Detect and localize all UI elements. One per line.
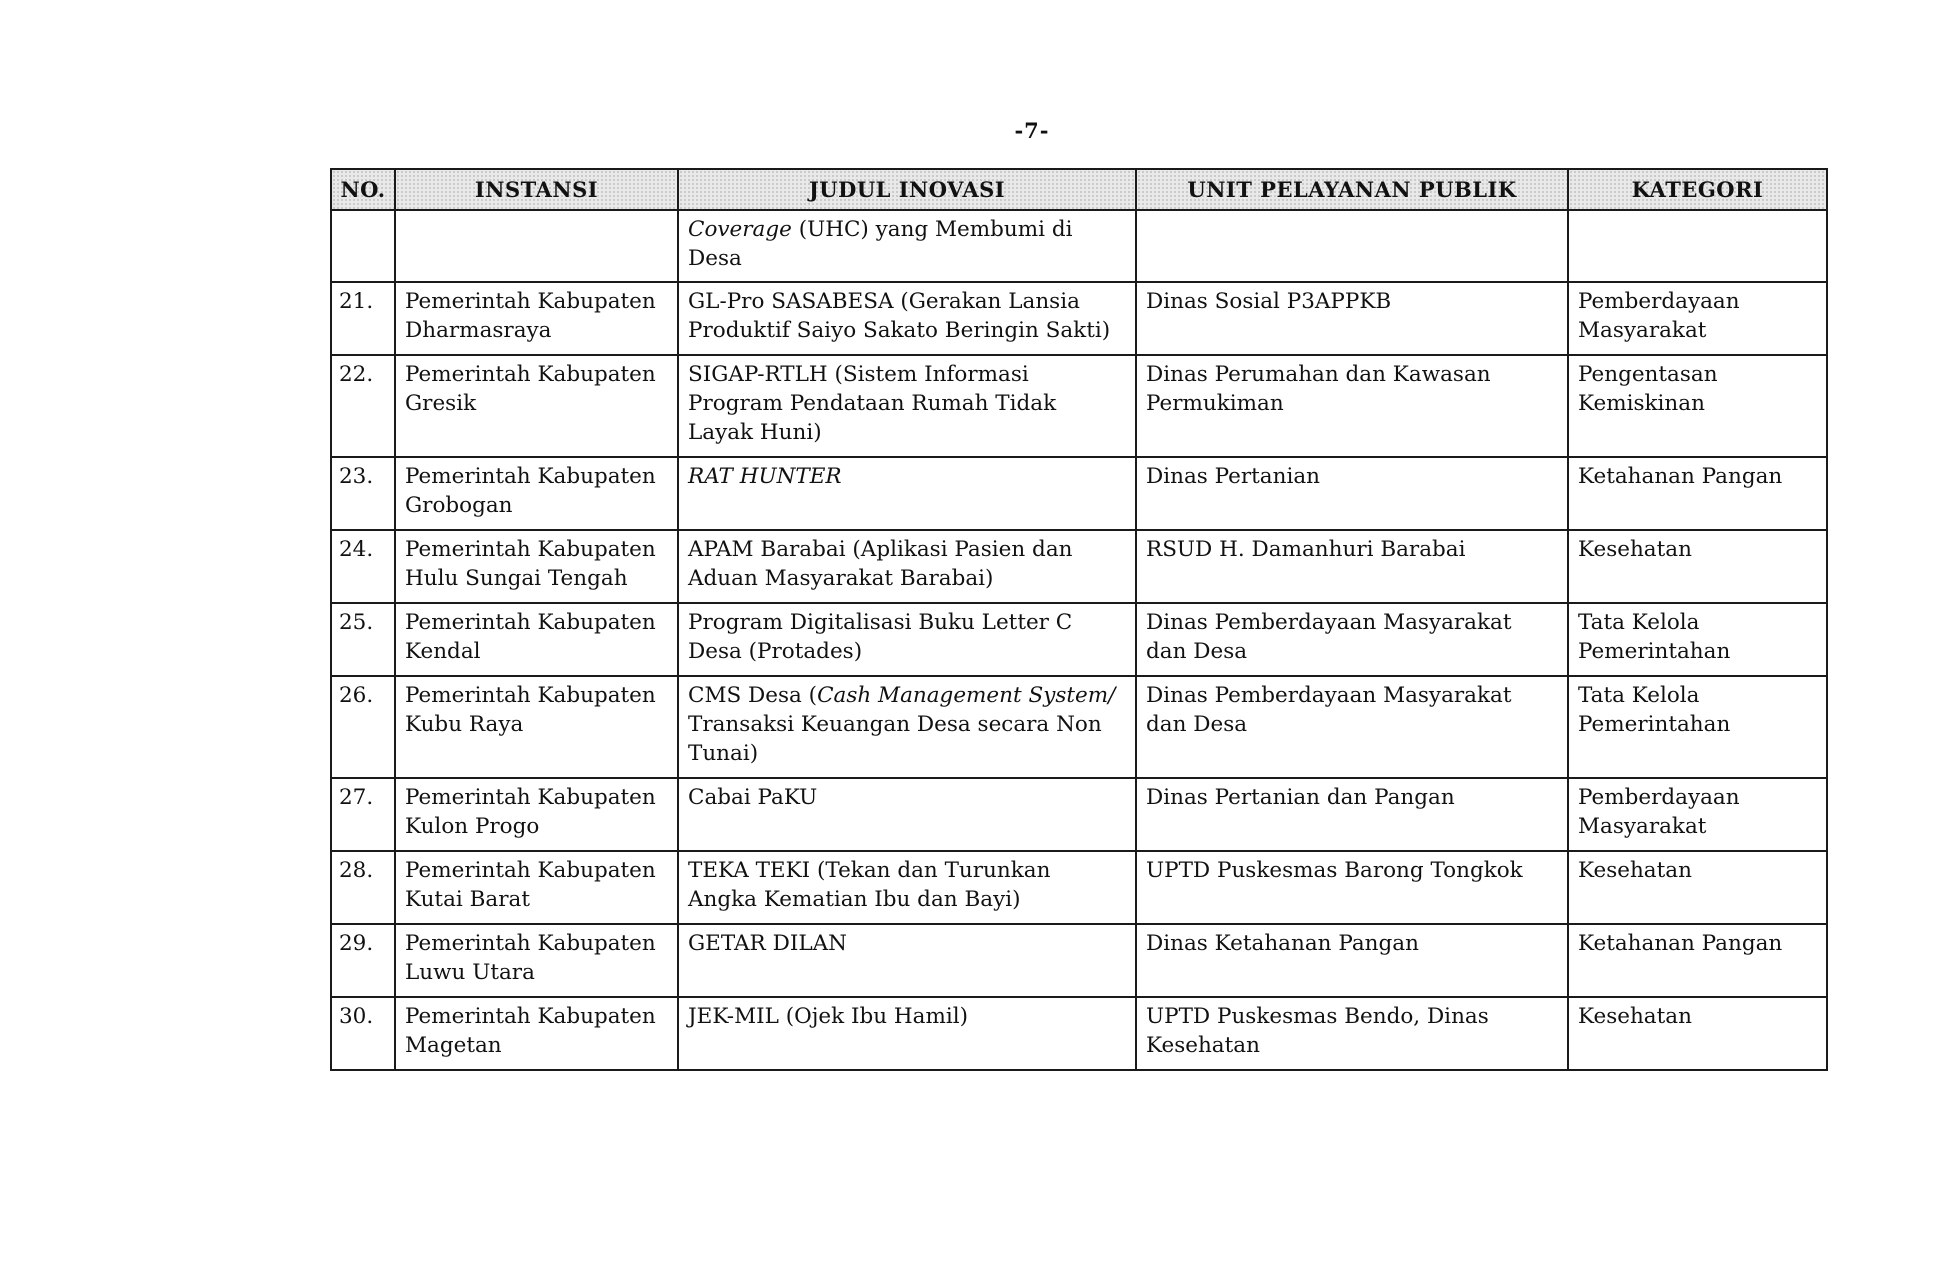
cell-kategori: Kesehatan: [1568, 851, 1827, 924]
cell-instansi: Pemerintah Kabupaten Grobogan: [395, 457, 678, 530]
cell-judul: SIGAP-RTLH (Sistem Informasi Program Pendataan Rumah Tidak Layak Huni): [678, 355, 1136, 457]
cell-kategori: Ketahanan Pangan: [1568, 457, 1827, 530]
cell-judul: APAM Barabai (Aplikasi Pasien dan Aduan Masyarakat Barabai): [678, 530, 1136, 603]
cell-judul: GL-Pro SASABESA (Gerakan Lansia Produktif Saiyo Sakato Beringin Sakti): [678, 282, 1136, 355]
cell-unit: Dinas Ketahanan Pangan: [1136, 924, 1568, 997]
table-row: [331, 603, 1827, 676]
judul-text: Transaksi Keuangan Desa secara Non Tunai): [688, 712, 1102, 766]
cell-judul: JEK-MIL (Ojek Ibu Hamil): [678, 997, 1136, 1070]
table-row: [331, 851, 1827, 924]
cell-instansi: Pemerintah Kabupaten Hulu Sungai Tengah: [395, 530, 678, 603]
cell-kategori: Tata Kelola Pemerintahan: [1568, 603, 1827, 676]
cell-judul: Cabai PaKU: [678, 778, 1136, 851]
header-unit-pelayanan-publik: UNIT PELAYANAN PUBLIK: [1136, 169, 1568, 210]
cell-no: 26.: [331, 676, 395, 778]
header-instansi: INSTANSI: [395, 169, 678, 210]
cell-no: 22.: [331, 355, 395, 457]
header-kategori: KATEGORI: [1568, 169, 1827, 210]
cell-unit: UPTD Puskesmas Barong Tongkok: [1136, 851, 1568, 924]
header-judul-inovasi: JUDUL INOVASI: [678, 169, 1136, 210]
table-header-row: [331, 169, 1827, 210]
cell-instansi: Pemerintah Kabupaten Gresik: [395, 355, 678, 457]
cell-unit: Dinas Perumahan dan Kawasan Permukiman: [1136, 355, 1568, 457]
cell-judul: GETAR DILAN: [678, 924, 1136, 997]
cell-instansi: Pemerintah Kabupaten Kendal: [395, 603, 678, 676]
judul-text: (UHC) yang Membumi di Desa: [688, 217, 1073, 271]
cell-no: 30.: [331, 997, 395, 1070]
cell-no: 27.: [331, 778, 395, 851]
cell-unit: Dinas Pertanian dan Pangan: [1136, 778, 1568, 851]
cell-no: 24.: [331, 530, 395, 603]
judul-italic-text: RAT HUNTER: [688, 464, 842, 489]
cell-judul: [678, 676, 1136, 778]
cell-unit: [1136, 210, 1568, 282]
cell-no: [331, 210, 395, 282]
cell-instansi: Pemerintah Kabupaten Kulon Progo: [395, 778, 678, 851]
cell-unit: RSUD H. Damanhuri Barabai: [1136, 530, 1568, 603]
table-row: [331, 282, 1827, 355]
innovation-table: [330, 168, 1828, 1071]
judul-italic-text: Cash Management System/: [817, 683, 1116, 708]
cell-kategori: Pengentasan Kemiskinan: [1568, 355, 1827, 457]
cell-judul: [678, 210, 1136, 282]
cell-kategori: [1568, 210, 1827, 282]
judul-text: CMS Desa (: [688, 683, 818, 708]
table-row: [331, 778, 1827, 851]
cell-judul: [678, 457, 1136, 530]
cell-unit: UPTD Puskesmas Bendo, Dinas Kesehatan: [1136, 997, 1568, 1070]
cell-unit: Dinas Pemberdayaan Masyarakat dan Desa: [1136, 603, 1568, 676]
cell-kategori: Tata Kelola Pemerintahan: [1568, 676, 1827, 778]
table-row: [331, 457, 1827, 530]
judul-italic-text: Coverage: [688, 217, 792, 242]
cell-judul: TEKA TEKI (Tekan dan Turunkan Angka Kematian Ibu dan Bayi): [678, 851, 1136, 924]
table-row: [331, 997, 1827, 1070]
cell-kategori: Ketahanan Pangan: [1568, 924, 1827, 997]
table-row: [331, 676, 1827, 778]
cell-instansi: Pemerintah Kabupaten Magetan: [395, 997, 678, 1070]
cell-instansi: Pemerintah Kabupaten Kutai Barat: [395, 851, 678, 924]
cell-no: 29.: [331, 924, 395, 997]
cell-instansi: Pemerintah Kabupaten Luwu Utara: [395, 924, 678, 997]
cell-instansi: [395, 210, 678, 282]
cell-instansi: Pemerintah Kabupaten Kubu Raya: [395, 676, 678, 778]
table-row: [331, 355, 1827, 457]
cell-kategori: Kesehatan: [1568, 530, 1827, 603]
table-row: [331, 530, 1827, 603]
cell-unit: Dinas Pemberdayaan Masyarakat dan Desa: [1136, 676, 1568, 778]
cell-instansi: Pemerintah Kabupaten Dharmasraya: [395, 282, 678, 355]
cell-kategori: Pemberdayaan Masyarakat: [1568, 282, 1827, 355]
cell-no: 23.: [331, 457, 395, 530]
header-no: NO.: [331, 169, 395, 210]
cell-kategori: Kesehatan: [1568, 997, 1827, 1070]
cell-unit: Dinas Pertanian: [1136, 457, 1568, 530]
cell-no: 28.: [331, 851, 395, 924]
table-row-continuation: [331, 210, 1827, 282]
cell-no: 21.: [331, 282, 395, 355]
table-row: [331, 924, 1827, 997]
cell-no: 25.: [331, 603, 395, 676]
cell-unit: Dinas Sosial P3APPKB: [1136, 282, 1568, 355]
page-number: -7-: [1014, 118, 1050, 143]
cell-kategori: Pemberdayaan Masyarakat: [1568, 778, 1827, 851]
cell-judul: Program Digitalisasi Buku Letter C Desa (Protades): [678, 603, 1136, 676]
